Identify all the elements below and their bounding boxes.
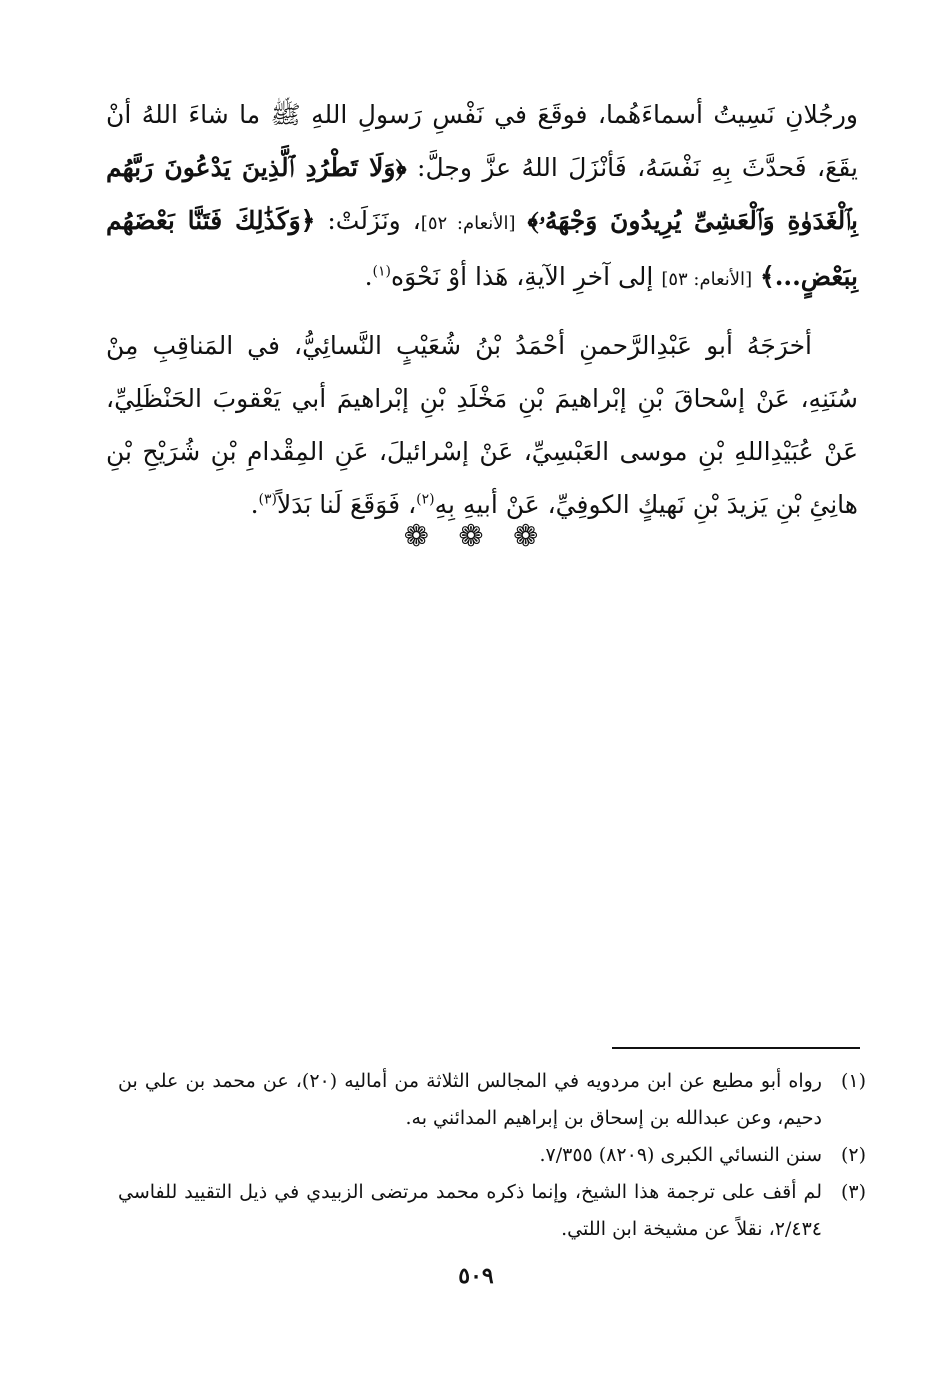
quran-verse-2: ﴿وَكَذَٰلِكَ فَتَنَّا بَعْضَهُم بِبَعْضٍ...﴾ xyxy=(106,206,858,291)
takhrij-text-2: ، فَوَقَعَ لَنا بَدَلاً xyxy=(276,490,417,519)
hadith-end: . xyxy=(364,262,373,291)
verse-reference-1: [الأنعام: ٥٢] xyxy=(420,213,516,234)
takhrij-end: . xyxy=(250,490,259,519)
quran-verse-1: ﴿وَلَا تَطْرُدِ ٱلَّذِينَ يَدْعُونَ رَبَّهُم بِٱلْغَدَوٰةِ وَٱلْعَشِىِّ يُرِيدُونَ وَجْهَهُۥ﴾ xyxy=(106,153,858,235)
footnote-marker-1[interactable]: (١) xyxy=(372,263,392,280)
hadith-text-1: ورجُلانِ نَسِيتُ أسماءَهُما، فوقَعَ في نَفْسِ رَسولِ اللهِ ﷺ ما شاءَ اللهُ أنْ يقَعَ، فَحدَّثَ بِهِ نَفْسَهُ، فَأنْزَلَ اللهُ عزَّ وجلَّ: xyxy=(106,100,858,182)
footnote-text: لم أقف على ترجمة هذا الشيخ، وإنما ذكره محمد مرتضى الزبيدي في ذيل التقييد للفاسي ٢/٤٣٤، نقلاً عن مشيخة ابن اللتي. xyxy=(118,1181,822,1240)
footnote-2 xyxy=(118,1137,866,1174)
section-separator-ornament: ❁ ❁ ❁ xyxy=(403,519,549,554)
footnote-number: (٢) xyxy=(840,1144,866,1166)
footnote-text: سنن النسائي الكبرى (٨٢٠٩) ٧/٣٥٥. xyxy=(539,1144,822,1166)
main-text xyxy=(106,88,858,531)
verse-reference-2: [الأنعام: ٥٣] xyxy=(661,269,753,290)
footnote-marker-2[interactable]: (٢) xyxy=(416,491,435,508)
hadith-text-3: إلى آخرِ الآيةِ، هَذا أوْ نَحْوَه xyxy=(391,262,654,291)
footnotes xyxy=(118,1063,866,1248)
footnote-marker-3[interactable]: (٣) xyxy=(258,491,277,508)
paragraph-hadith xyxy=(106,88,858,306)
hadith-text-2: ، ونَزَلَتْ: xyxy=(327,206,421,235)
footnote-number: (١) xyxy=(840,1070,866,1092)
footnote-text: رواه أبو مطيع عن ابن مردويه في المجالس الثلاثة من أماليه (٢٠)، عن محمد بن علي بن دحيم، وعن عبدالله بن إسحاق بن إبراهيم المدائني به. xyxy=(118,1070,822,1129)
footnote-number: (٣) xyxy=(840,1181,866,1203)
footnote-divider xyxy=(612,1047,860,1049)
page-number: ٥٠٩ xyxy=(458,1263,494,1289)
paragraph-takhrij xyxy=(106,319,858,531)
footnote-3 xyxy=(118,1174,866,1248)
takhrij-text-1: أخرَجَهُ أبو عَبْدِالرَّحمنِ أحْمَدُ بْنُ شُعَيْبٍ النَّسائِيُّ، في المَناقِبِ مِنْ سُنَنِهِ، عَنْ إسْحاقَ بْنِ إبْراهيمَ بْنِ مَخْلَدِ بْنِ إبْراهيمَ أبي يَعْقوبَ الحَنْظَلِيِّ، عَنْ عُبَيْدِاللهِ بْنِ موسى العَبْسِيِّ، عَنْ إسْرائيلَ، عَنِ المِقْدامِ بْنِ شُرَيْحِ بْنِ هانِئِ بْنِ يَزيدَ بْنِ نَهيكٍ الكوفِيِّ، عَنْ أبيهِ بِهِ xyxy=(106,331,858,519)
footnote-1 xyxy=(118,1063,866,1137)
